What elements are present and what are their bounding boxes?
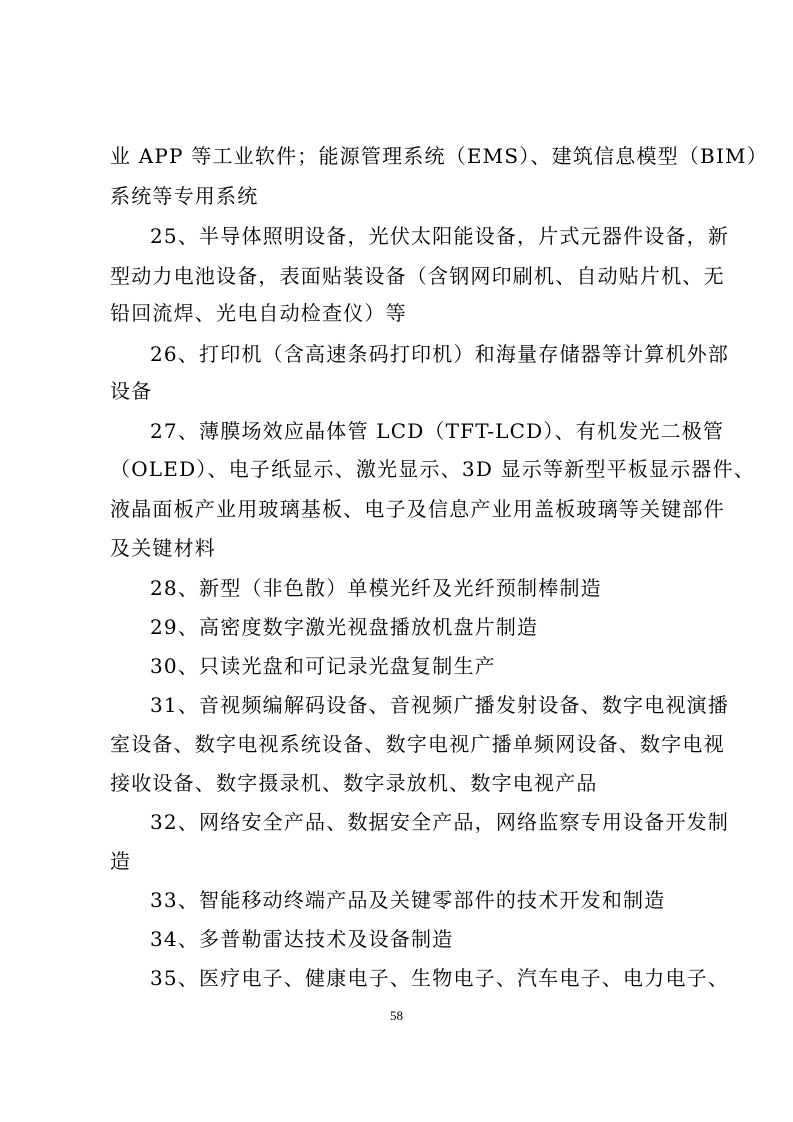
text-line: 接收设备、数字摄录机、数字录放机、数字电视产品 (110, 771, 598, 795)
item-34-line: 34、多普勒雷达技术及设备制造 (150, 927, 454, 951)
text-line: 室设备、数字电视系统设备、数字电视广播单频网设备、数字电视 (110, 732, 725, 756)
item-33-line: 33、智能移动终端产品及关键零部件的技术开发和制造 (150, 888, 666, 912)
text-line: 系统等专用系统 (110, 184, 259, 208)
item-25-line: 25、半导体照明设备，光伏太阳能设备，片式元器件设备，新 (150, 224, 730, 248)
text-line: 型动力电池设备，表面贴装设备（含钢网印刷机、自动贴片机、无 (110, 264, 725, 288)
text-line: 造 (110, 849, 132, 873)
page-number: 58 (390, 1008, 403, 1023)
text-line: 铅回流焊、光电自动检查仪）等 (110, 301, 407, 325)
item-32-line: 32、网络安全产品、数据安全产品，网络监察专用设备开发制 (150, 810, 730, 834)
text-line: 设备 (110, 379, 153, 403)
item-30-line: 30、只读光盘和可记录光盘复制生产 (150, 654, 496, 678)
item-27-line: 27、薄膜场效应晶体管 LCD（TFT-LCD）、有机发光二极管 (150, 419, 725, 443)
item-26-line: 26、打印机（含高速条码打印机）和海量存储器等计算机外部 (150, 342, 730, 366)
text-line: 液晶面板产业用玻璃基板、电子及信息产业用盖板玻璃等关键部件 (110, 497, 725, 521)
text-line: 业 APP 等工业软件；能源管理系统（EMS）、建筑信息模型（BIM） (110, 144, 768, 168)
item-31-line: 31、音视频编解码设备、音视频广播发射设备、数字电视演播 (150, 693, 730, 717)
item-28-line: 28、新型（非色散）单模光纤及光纤预制棒制造 (150, 576, 602, 600)
item-35-line: 35、医疗电子、健康电子、生物电子、汽车电子、电力电子、 (150, 966, 730, 990)
item-29-line: 29、高密度数字激光视盘播放机盘片制造 (150, 615, 539, 639)
text-line: 及关键材料 (110, 536, 216, 560)
text-line: （OLED）、电子纸显示、激光显示、3D 显示等新型平板显示器件、 (110, 457, 756, 481)
